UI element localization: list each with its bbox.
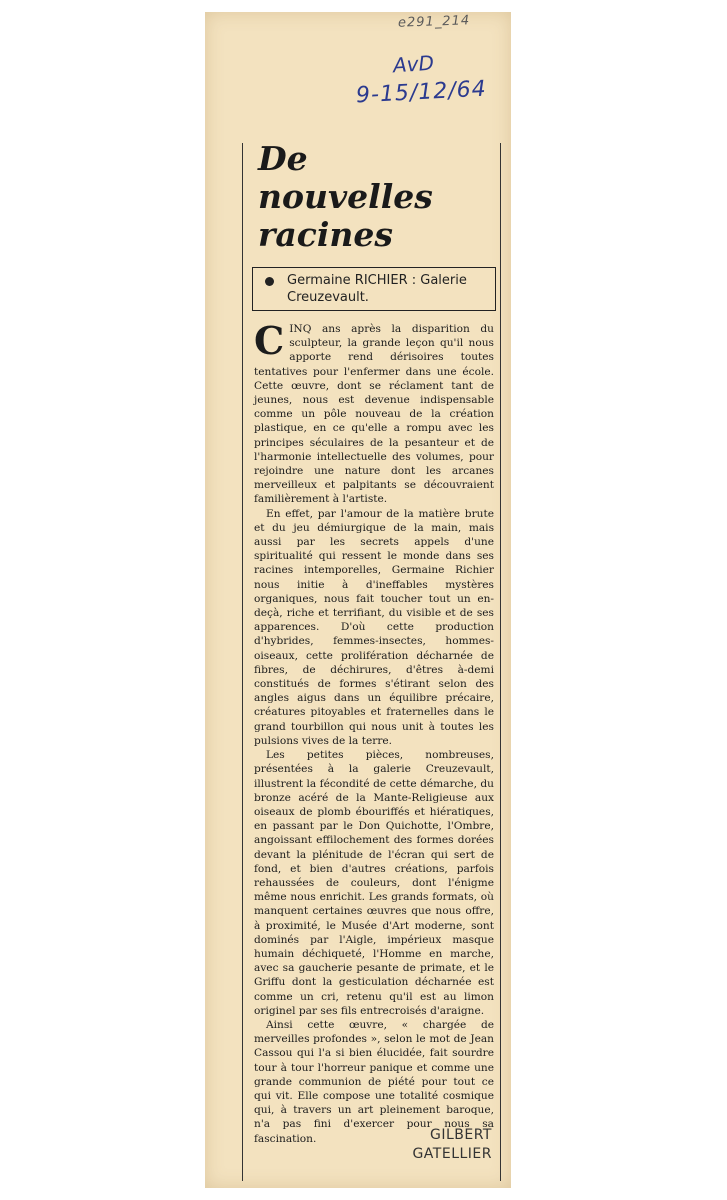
column-rule-left	[242, 143, 243, 1181]
author-signature	[392, 1126, 492, 1164]
handwritten-source-note: AvD	[392, 50, 435, 78]
bullet-icon	[265, 277, 274, 286]
article-paragraph-4: Ainsi cette œuvre, « chargée de merveilles profondes », selon le mot de Jean Cassou qui l'a si bien élucidée, fait sourdre tour à tour l'horreur panique et comme une grande communion de piété pour tout ce qui vit. Elle compose une totalité cosmique qui, à travers un art pleinement baroque, n'a pas fini d'exercer pour nous sa fascination.	[254, 1018, 494, 1145]
exhibition-info-text: Germaine RICHIER : Galerie Creuzevault.	[287, 273, 467, 305]
author-last-name: GATELLIER	[412, 1146, 492, 1162]
handwritten-date-note: 9-15/12/64	[355, 76, 488, 109]
headline-line-1: De	[258, 139, 308, 178]
archive-reference-note: e291_214	[397, 13, 471, 31]
drop-cap: C	[254, 318, 285, 363]
headline-line-3: racines	[258, 215, 393, 254]
article-paragraph-1	[254, 318, 494, 507]
column-rule-right	[500, 143, 501, 1181]
article-paragraph-3: Les petites pièces, nombreuses, présentées à la galerie Creuzevault, illustrent la fécondité de cette démarche, du bronze acéré de la Mante-Religieuse aux oiseaux de plomb ébouriffés et hiératiques, en passant par le Don Quichotte, l'Ombre, angoissant effilochement des formes dorées devant la plénitude de l'écran qui sert de fond, et bien d'autres créations, parfois rehaussées de couleurs, dont l'énigme même nous enrichit. Les grands formats, où manquent certaines œuvres que nous offre, à proximité, le Musée d'Art moderne, sont dominés par l'Aigle, impérieux masque humain déchiqueté, l'Homme en marche, avec sa gaucherie pesante de primate, et le Griffu dont la gesticulation décharnée est comme un cri, retenu qu'il est au limon originel par ses fils entrecroisés d'araigne.	[254, 749, 494, 1017]
article-headline	[258, 140, 498, 254]
headline-line-2: nouvelles	[258, 177, 433, 216]
author-first-name: GILBERT	[430, 1127, 492, 1143]
article-paragraph-2: En effet, par l'amour de la matière brute et du jeu démiurgique de la main, mais aussi par les secrets appels d'une spiritualité qui ressent le monde dans ses racines intemporelles, Germaine Richier nous initie à d'ineffables mystères organiques, nous fait toucher tout un en-deçà, riche et terrifiant, du visible et de ses apparences. D'où cette production d'hybrides, femmes-insectes, hommes-oiseaux, cette prolifération décharnée de fibres, de déchirures, d'êtres à-demi constitués de formes s'étirant selon des angles aigus dans un équilibre précaire, créatures pitoyables et fraternelles dans le grand tourbillon qui nous unit à toutes les pulsions vives de la terre.	[254, 507, 494, 747]
paragraph-1-text: INQ ans après la disparition du sculpteur, la grande leçon qu'il nous apporte rend dérisoires toutes tentatives pour l'enfermer dans une école. Cette œuvre, dont se réclament tant de jeunes, nous est devenue indispensable comme un pôle nouveau de la création plastique, en ce qu'elle a rompu avec les principes séculaires de la pesanteur et de l'harmonie intellectuelle des volumes, pour rejoindre une nature dont les arcanes merveilleux et palpitants se découvraient familièrement à l'artiste.	[254, 323, 494, 506]
article-body	[254, 318, 494, 1146]
exhibition-info-box	[252, 267, 496, 311]
